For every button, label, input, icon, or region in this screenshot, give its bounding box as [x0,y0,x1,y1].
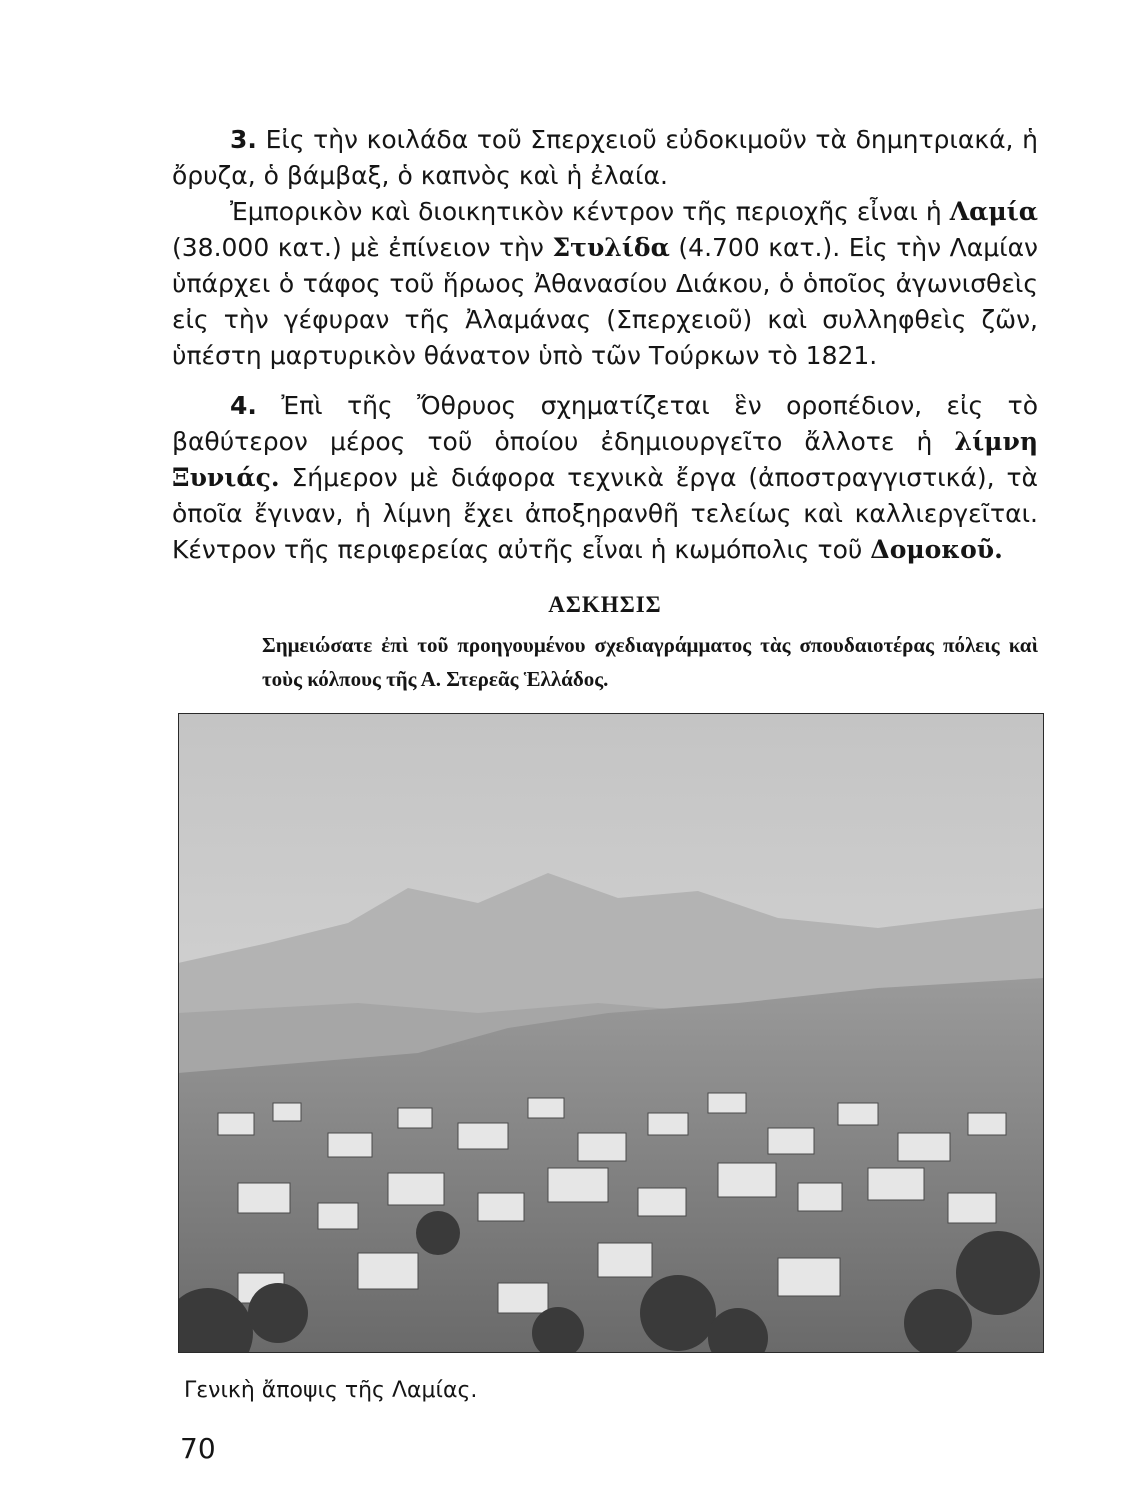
section-3 [172,122,1038,374]
page-number: 70 [180,1432,216,1465]
section-3-text-a: Ἐμπορικὸν καὶ διοικητικὸν κέντρον τῆς περιοχῆς εἶναι ἡ [230,197,942,226]
bold-term-domokos: Δομοκοῦ. [870,535,1003,564]
photo-caption: Γενικὴ ἄποψις τῆς Λαμίας. [184,1378,478,1403]
section-3-text-b: (38.000 κατ.) μὲ ἐπίνειον τὴν [172,233,544,262]
exercise-title: ΑΣΚΗΣΙΣ [548,592,662,617]
section-4 [172,388,1038,568]
bold-term-lamia: Λαμία [949,197,1039,226]
section-4-text-a: Ἐπὶ τῆς Ὄθρυος σχηματίζεται ἓν οροπέδιον, εἰς τὸ βαθύτερον μέρος τοῦ ὁποίου ἐδημιουργεῖτο ἄλλοτε ἡ [172,391,1038,456]
section-3-text-c: (4.700 κατ.). Εἰς τὴν Λαμίαν ὑπάρχει ὁ τάφος τοῦ ἥρωος Ἀθανασίου Διάκου, ὁ ὁποῖος ἀγωνισθεὶς εἰς τὴν γέφυραν τῆς Ἀλαμάνας (Σπερχειοῦ) καὶ συλληφθεὶς ζῶν, ὑπέστη μαρτυρικὸν θάνατον ὑπὸ τῶν Τούρκων τὸ 1821. [172,233,1039,370]
section-number: 3. [230,125,257,154]
section-3-line1: Εἰς τὴν κοιλάδα τοῦ Σπερχειοῦ εὐδοκιμοῦν τὰ δημητριακά, ἡ ὄρυζα, ὁ βάμβαξ, ὁ καπνὸς καὶ ἡ ἐλαία. [172,125,1038,190]
bold-term-stylida: Στυλίδα [552,233,670,262]
photo-lamia-panorama [178,713,1044,1353]
body-text [172,122,1038,582]
bold-term-lake-xynias: λίμνη Ξυνιάς. [172,427,1038,492]
section-4-text-b: Σήμερον μὲ διάφορα τεχνικὰ ἔργα (ἀποστραγγιστικά), τὰ ὁποῖα ἔγιναν, ἡ λίμνη ἔχει ἀποξηρανθῆ τελείως καὶ καλλιεργεῖται. Κέντρον τῆς περιφερείας αὐτῆς εἶναι ἡ κωμόπολις τοῦ [172,463,1038,564]
exercise-text: Σημειώσατε ἐπὶ τοῦ προηγουμένου σχεδιαγράμματος τὰς σπουδαιοτέρας πόλεις καὶ τοὺς κόλπους τῆς Α. Στερεᾶς Ἑλλάδος. [262,633,1038,691]
section-number: 4. [230,391,257,420]
